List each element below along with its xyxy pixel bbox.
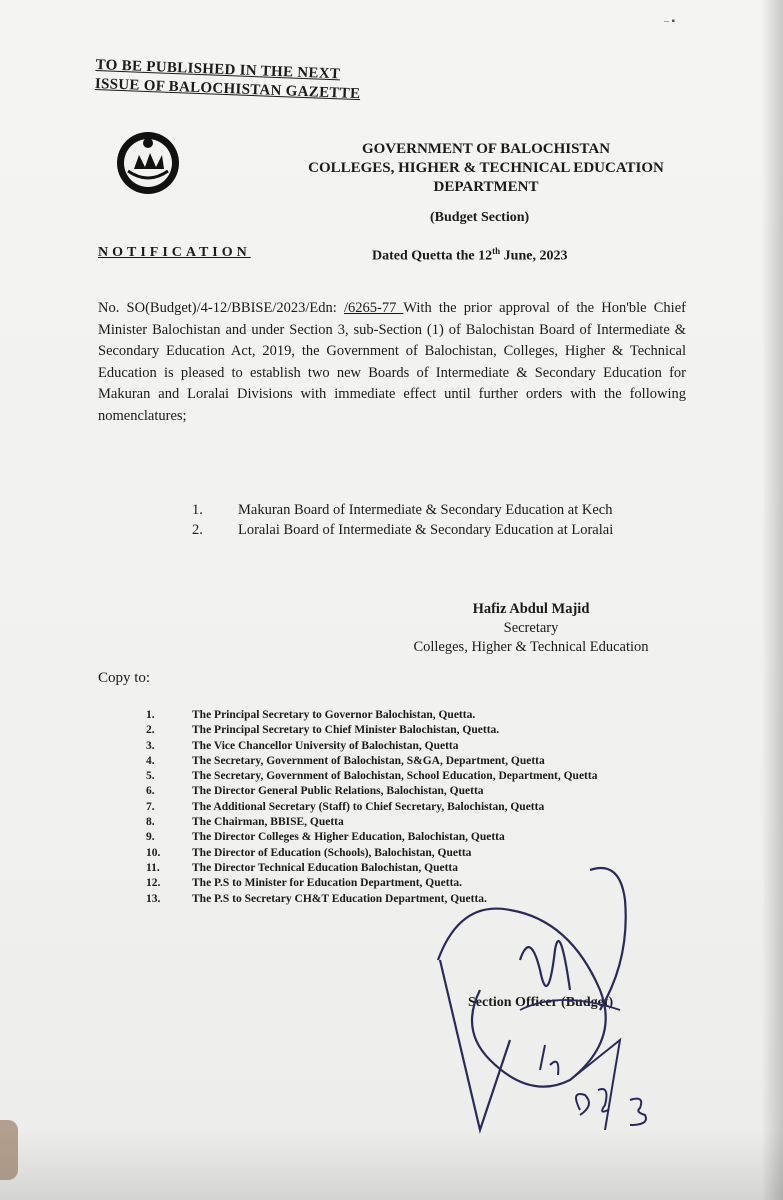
handwritten-signature-icon bbox=[420, 840, 700, 1160]
copy-num: 11. bbox=[146, 861, 160, 874]
government-emblem-icon bbox=[112, 125, 184, 197]
list-item bbox=[146, 708, 597, 723]
notification-body bbox=[98, 298, 686, 427]
list-item bbox=[146, 723, 597, 738]
copy-num: 4. bbox=[146, 754, 155, 767]
signatory-name: Hafiz Abdul Majid bbox=[472, 601, 590, 617]
list-item bbox=[146, 815, 597, 830]
reference-number: /6265-77 bbox=[343, 300, 404, 316]
copy-num: 2. bbox=[146, 724, 155, 737]
signatory-title: Secretary bbox=[503, 620, 559, 636]
signatory-dept: Colleges, Higher & Technical Education bbox=[413, 639, 649, 655]
copy-text: The Chairman, BBISE, Quetta bbox=[192, 816, 344, 829]
header-line3: DEPARTMENT bbox=[433, 179, 539, 195]
copy-text: The Director Technical Education Balochistan, Quetta bbox=[192, 861, 459, 874]
copy-num: 13. bbox=[146, 892, 161, 905]
copy-num: 3. bbox=[146, 739, 155, 752]
copy-text: The Secretary, Government of Balochistan, S&GA, Department, Quetta bbox=[192, 754, 545, 767]
copy-text: The Principal Secretary to Governor Balochistan, Quetta. bbox=[192, 709, 476, 721]
list-item bbox=[146, 739, 597, 754]
copy-text: The P.S to Minister for Education Department, Quetta. bbox=[192, 877, 463, 890]
list-item bbox=[146, 769, 597, 784]
copy-to-label: Copy to: bbox=[98, 670, 151, 686]
list-item bbox=[192, 500, 613, 520]
copy-num: 1. bbox=[146, 709, 155, 721]
dated-line bbox=[372, 246, 567, 265]
copy-num: 10. bbox=[146, 846, 161, 859]
section-officer-label: Section Officer (Budget) bbox=[468, 995, 614, 1010]
copy-text: The Vice Chancellor University of Balochistan, Quetta bbox=[192, 739, 459, 752]
list-item-text: Loralai Board of Intermediate & Secondary Education at Loralai bbox=[238, 522, 614, 538]
page-edge-shadow bbox=[761, 0, 783, 1200]
publish-note-line2: ISSUE OF BALOCHISTAN GAZETTE bbox=[94, 75, 361, 103]
section-label: (Budget Section) bbox=[430, 210, 530, 225]
header-line1: GOVERNMENT OF BALOCHISTAN bbox=[361, 141, 611, 157]
body-text: With the prior approval of the Hon'ble Chief Minister Balochistan and under Section 3, sub-Section (1) of Balochistan Board of Intermediate & Secondary Education Act, 2019, the Government of Balochistan, Colleges, Higher & Technical Education is pleased to establish two new Boards of Intermediate & Secondary Education for Makuran and Loralai Divisions with immediate effect until further orders with the following nomenclatures; bbox=[98, 300, 686, 424]
copy-text: The Secretary, Government of Balochistan, School Education, Department, Quetta bbox=[192, 770, 598, 783]
copy-text: The Director Colleges & Higher Education, Balochistan, Quetta bbox=[192, 831, 505, 844]
copy-text: The P.S to Secretary CH&T Education Department, Quetta. bbox=[192, 892, 487, 905]
list-item-num: 2. bbox=[192, 522, 203, 538]
list-item bbox=[146, 754, 597, 769]
copy-num: 5. bbox=[146, 770, 155, 783]
reference-prefix: No. SO(Budget)/4-12/BBISE/2023/Edn: bbox=[98, 300, 344, 316]
copy-text: The Director General Public Relations, Balochistan, Quetta bbox=[192, 785, 484, 798]
list-item bbox=[192, 520, 613, 540]
publish-note-line1: TO BE PUBLISHED IN THE NEXT bbox=[95, 56, 341, 83]
copy-num: 6. bbox=[146, 785, 155, 798]
boards-list bbox=[192, 500, 613, 540]
dated-suffix: June, 2023 bbox=[500, 248, 568, 264]
copy-num: 8. bbox=[146, 816, 155, 829]
list-item bbox=[146, 784, 597, 799]
department-header bbox=[296, 140, 676, 197]
list-item-text: Makuran Board of Intermediate & Secondary Education at Kech bbox=[238, 502, 613, 518]
finger-mark bbox=[0, 1120, 18, 1180]
copy-text: The Principal Secretary to Chief Minister Balochistan, Quetta. bbox=[192, 724, 500, 737]
signatory-block bbox=[392, 600, 670, 657]
copy-num: 9. bbox=[146, 831, 155, 844]
copy-num: 12. bbox=[146, 877, 161, 890]
dated-prefix: Dated Quetta the 12 bbox=[372, 248, 493, 264]
top-corner-mark: – ▪ bbox=[664, 16, 676, 27]
notification-title: NOTIFICATION bbox=[98, 245, 251, 260]
dated-sup: th bbox=[492, 246, 501, 256]
copy-text: The Additional Secretary (Staff) to Chief Secretary, Balochistan, Quetta bbox=[192, 800, 545, 813]
list-item-num: 1. bbox=[192, 502, 203, 518]
copy-num: 7. bbox=[146, 800, 155, 813]
copy-text: The Director of Education (Schools), Balochistan, Quetta bbox=[192, 846, 472, 859]
list-item bbox=[146, 800, 597, 815]
header-line2: COLLEGES, HIGHER & TECHNICAL EDUCATION bbox=[308, 160, 664, 176]
